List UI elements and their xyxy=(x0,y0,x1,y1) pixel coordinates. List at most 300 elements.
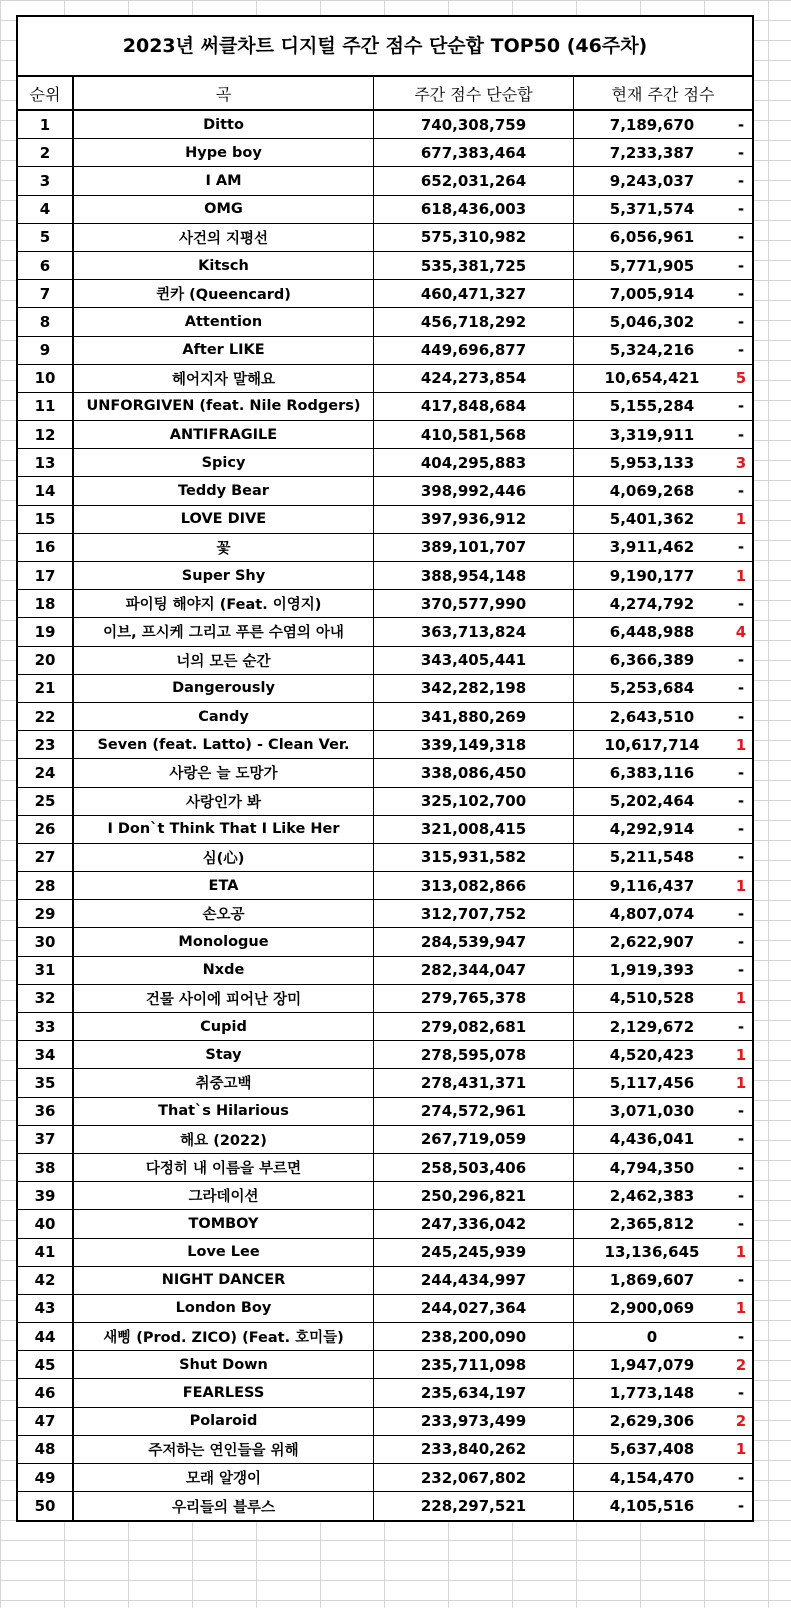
table-row xyxy=(18,1351,752,1379)
rank-change-cell: - xyxy=(737,594,745,613)
table-row xyxy=(18,1492,752,1520)
total-score-cell: 315,931,582 xyxy=(374,844,574,871)
rank-change-cell: 1 xyxy=(735,1299,747,1318)
song-cell: Stay xyxy=(74,1041,374,1068)
table-row xyxy=(18,1323,752,1351)
table-row xyxy=(18,449,752,477)
total-score-cell: 238,200,090 xyxy=(374,1323,574,1350)
current-score-cell: 4,069,268 xyxy=(609,482,695,501)
total-score-cell: 535,381,725 xyxy=(374,252,574,279)
table-row xyxy=(18,308,752,336)
table-row xyxy=(18,900,752,928)
rank-cell: 42 xyxy=(18,1267,74,1294)
total-score-cell: 250,296,821 xyxy=(374,1182,574,1209)
header-current: 현재 주간 점수 xyxy=(611,84,715,104)
total-score-cell: 245,245,939 xyxy=(374,1239,574,1266)
song-cell: 취중고백 xyxy=(74,1069,374,1096)
rank-change-cell: - xyxy=(737,1327,745,1346)
total-score-cell: 389,101,707 xyxy=(374,534,574,561)
total-score-cell: 278,431,371 xyxy=(374,1069,574,1096)
song-cell: UNFORGIVEN (feat. Nile Rodgers) xyxy=(74,393,374,420)
table-row xyxy=(18,421,752,449)
total-score-cell: 313,082,866 xyxy=(374,872,574,899)
total-score-cell: 339,149,318 xyxy=(374,731,574,758)
total-score-cell: 321,008,415 xyxy=(374,816,574,843)
current-score-cell: 9,190,177 xyxy=(609,566,695,585)
song-cell: Dangerously xyxy=(74,675,374,702)
rank-change-cell: 2 xyxy=(735,1412,747,1431)
rank-cell: 48 xyxy=(18,1436,74,1463)
total-score-cell: 460,471,327 xyxy=(374,280,574,307)
song-cell: I Don`t Think That I Like Her xyxy=(74,816,374,843)
rank-cell: 32 xyxy=(18,985,74,1012)
rank-cell: 28 xyxy=(18,872,74,899)
current-score-cell: 1,919,393 xyxy=(609,961,695,980)
song-cell: TOMBOY xyxy=(74,1210,374,1237)
rank-change-cell: - xyxy=(737,904,745,923)
header-total: 주간 점수 단순합 xyxy=(374,77,574,109)
song-cell: ANTIFRAGILE xyxy=(74,421,374,448)
rank-cell: 25 xyxy=(18,788,74,815)
total-score-cell: 338,086,450 xyxy=(374,759,574,786)
current-score-cell: 7,189,670 xyxy=(609,115,695,134)
current-score-cell: 5,953,133 xyxy=(609,453,695,472)
total-score-cell: 244,434,997 xyxy=(374,1267,574,1294)
rank-change-cell: 3 xyxy=(735,453,747,472)
rank-change-cell: - xyxy=(737,651,745,670)
table-row xyxy=(18,252,752,280)
rank-change-cell: - xyxy=(737,933,745,952)
rank-change-cell: - xyxy=(737,1271,745,1290)
table-row xyxy=(18,1408,752,1436)
rank-cell: 34 xyxy=(18,1041,74,1068)
table-row xyxy=(18,365,752,393)
current-score-cell: 4,794,350 xyxy=(609,1158,695,1177)
total-score-cell: 278,595,078 xyxy=(374,1041,574,1068)
rank-cell: 44 xyxy=(18,1323,74,1350)
total-score-cell: 618,436,003 xyxy=(374,196,574,223)
song-cell: Shut Down xyxy=(74,1351,374,1378)
rank-cell: 22 xyxy=(18,703,74,730)
current-score-cell: 3,911,462 xyxy=(609,538,695,557)
table-row xyxy=(18,393,752,421)
song-cell: 꽃 xyxy=(74,534,374,561)
current-score-cell: 6,056,961 xyxy=(609,228,695,247)
chart-table xyxy=(16,15,754,1522)
rank-change-cell: - xyxy=(737,171,745,190)
table-row xyxy=(18,1436,752,1464)
rank-cell: 17 xyxy=(18,562,74,589)
current-score-cell: 4,510,528 xyxy=(609,989,695,1008)
rank-cell: 18 xyxy=(18,590,74,617)
rank-cell: 14 xyxy=(18,477,74,504)
total-score-cell: 341,880,269 xyxy=(374,703,574,730)
rank-change-cell: 1 xyxy=(735,566,747,585)
rank-cell: 35 xyxy=(18,1069,74,1096)
current-score-cell: 10,617,714 xyxy=(604,735,700,754)
table-row xyxy=(18,477,752,505)
rank-cell: 13 xyxy=(18,449,74,476)
total-score-cell: 267,719,059 xyxy=(374,1126,574,1153)
current-score-cell: 5,324,216 xyxy=(609,341,695,360)
rank-cell: 38 xyxy=(18,1154,74,1181)
rank-cell: 41 xyxy=(18,1239,74,1266)
table-row xyxy=(18,280,752,308)
table-row xyxy=(18,337,752,365)
rank-cell: 31 xyxy=(18,957,74,984)
current-score-cell: 3,319,911 xyxy=(609,425,695,444)
song-cell: Love Lee xyxy=(74,1239,374,1266)
header-row xyxy=(18,77,752,111)
current-score-cell: 4,807,074 xyxy=(609,904,695,923)
total-score-cell: 228,297,521 xyxy=(374,1492,574,1520)
rank-cell: 30 xyxy=(18,928,74,955)
table-row xyxy=(18,618,752,646)
current-score-cell: 4,436,041 xyxy=(609,1130,695,1149)
table-title: 2023년 써클차트 디지털 주간 점수 단순합 TOP50 (46주차) xyxy=(18,17,752,77)
rank-cell: 21 xyxy=(18,675,74,702)
current-score-cell: 5,771,905 xyxy=(609,256,695,275)
total-score-cell: 397,936,912 xyxy=(374,506,574,533)
current-score-cell: 5,253,684 xyxy=(609,679,695,698)
current-score-cell: 4,154,470 xyxy=(609,1468,695,1487)
current-score-cell: 5,211,548 xyxy=(609,848,695,867)
table-row xyxy=(18,872,752,900)
rank-change-cell: - xyxy=(737,1497,745,1516)
rank-change-cell: - xyxy=(737,1384,745,1403)
current-score-cell: 5,046,302 xyxy=(609,312,695,331)
rank-change-cell: - xyxy=(737,256,745,275)
rank-cell: 1 xyxy=(18,111,74,138)
total-score-cell: 279,082,681 xyxy=(374,1013,574,1040)
rank-cell: 9 xyxy=(18,337,74,364)
song-cell: Polaroid xyxy=(74,1408,374,1435)
table-row xyxy=(18,1013,752,1041)
current-score-cell: 1,773,148 xyxy=(609,1384,695,1403)
rank-cell: 4 xyxy=(18,196,74,223)
song-cell: Teddy Bear xyxy=(74,477,374,504)
total-score-cell: 258,503,406 xyxy=(374,1154,574,1181)
song-cell: I AM xyxy=(74,167,374,194)
total-score-cell: 284,539,947 xyxy=(374,928,574,955)
song-cell: FEARLESS xyxy=(74,1379,374,1406)
current-score-cell: 2,629,306 xyxy=(609,1412,695,1431)
total-score-cell: 282,344,047 xyxy=(374,957,574,984)
rank-cell: 15 xyxy=(18,506,74,533)
table-row xyxy=(18,1098,752,1126)
song-cell: 우리들의 블루스 xyxy=(74,1492,374,1520)
song-cell: 사랑은 늘 도망가 xyxy=(74,759,374,786)
rank-change-cell: - xyxy=(737,200,745,219)
rank-change-cell: - xyxy=(737,425,745,444)
table-row xyxy=(18,844,752,872)
song-cell: 모래 알갱이 xyxy=(74,1464,374,1491)
rank-change-cell: 1 xyxy=(735,1440,747,1459)
song-cell: 헤어지자 말해요 xyxy=(74,365,374,392)
table-row xyxy=(18,196,752,224)
song-cell: That`s Hilarious xyxy=(74,1098,374,1125)
song-cell: Nxde xyxy=(74,957,374,984)
rank-change-cell: - xyxy=(737,792,745,811)
current-score-cell: 4,274,792 xyxy=(609,594,695,613)
song-cell: 너의 모든 순간 xyxy=(74,647,374,674)
total-score-cell: 233,840,262 xyxy=(374,1436,574,1463)
rank-cell: 24 xyxy=(18,759,74,786)
rank-cell: 10 xyxy=(18,365,74,392)
total-score-cell: 363,713,824 xyxy=(374,618,574,645)
rank-change-cell: 2 xyxy=(735,1355,747,1374)
table-row xyxy=(18,759,752,787)
rank-change-cell: 1 xyxy=(735,1243,747,1262)
song-cell: OMG xyxy=(74,196,374,223)
current-score-cell: 3,071,030 xyxy=(609,1102,695,1121)
rank-cell: 27 xyxy=(18,844,74,871)
rank-change-cell: - xyxy=(737,1468,745,1487)
rank-cell: 36 xyxy=(18,1098,74,1125)
total-score-cell: 398,992,446 xyxy=(374,477,574,504)
rank-cell: 39 xyxy=(18,1182,74,1209)
rank-cell: 33 xyxy=(18,1013,74,1040)
song-cell: 그라데이션 xyxy=(74,1182,374,1209)
table-row xyxy=(18,1041,752,1069)
total-score-cell: 312,707,752 xyxy=(374,900,574,927)
rank-cell: 47 xyxy=(18,1408,74,1435)
rank-change-cell: - xyxy=(737,848,745,867)
current-score-cell: 4,520,423 xyxy=(609,1045,695,1064)
song-cell: Monologue xyxy=(74,928,374,955)
rank-cell: 20 xyxy=(18,647,74,674)
song-cell: London Boy xyxy=(74,1295,374,1322)
table-row xyxy=(18,1154,752,1182)
table-row xyxy=(18,703,752,731)
song-cell: Candy xyxy=(74,703,374,730)
current-score-cell: 1,947,079 xyxy=(609,1355,695,1374)
table-row xyxy=(18,1210,752,1238)
table-row xyxy=(18,1126,752,1154)
total-score-cell: 232,067,802 xyxy=(374,1464,574,1491)
header-rank: 순위 xyxy=(18,77,74,109)
total-score-cell: 740,308,759 xyxy=(374,111,574,138)
total-score-cell: 325,102,700 xyxy=(374,788,574,815)
table-row xyxy=(18,1379,752,1407)
rank-change-cell: - xyxy=(737,679,745,698)
song-cell: 파이팅 해야지 (Feat. 이영지) xyxy=(74,590,374,617)
table-row xyxy=(18,111,752,139)
rank-change-cell: 1 xyxy=(735,876,747,895)
rank-change-cell: 1 xyxy=(735,1045,747,1064)
rank-cell: 23 xyxy=(18,731,74,758)
rank-cell: 43 xyxy=(18,1295,74,1322)
total-score-cell: 652,031,264 xyxy=(374,167,574,194)
rank-change-cell: - xyxy=(737,228,745,247)
song-cell: After LIKE xyxy=(74,337,374,364)
total-score-cell: 404,295,883 xyxy=(374,449,574,476)
table-row xyxy=(18,1239,752,1267)
total-score-cell: 274,572,961 xyxy=(374,1098,574,1125)
table-row xyxy=(18,957,752,985)
total-score-cell: 342,282,198 xyxy=(374,675,574,702)
current-score-cell: 2,643,510 xyxy=(609,707,695,726)
rank-change-cell: - xyxy=(737,1017,745,1036)
current-score-cell: 5,117,456 xyxy=(609,1073,695,1092)
song-cell: 심(心) xyxy=(74,844,374,871)
rank-cell: 37 xyxy=(18,1126,74,1153)
total-score-cell: 424,273,854 xyxy=(374,365,574,392)
current-score-cell: 6,366,389 xyxy=(609,651,695,670)
song-cell: Cupid xyxy=(74,1013,374,1040)
song-cell: LOVE DIVE xyxy=(74,506,374,533)
table-row xyxy=(18,788,752,816)
song-cell: Spicy xyxy=(74,449,374,476)
song-cell: 이브, 프시케 그리고 푸른 수염의 아내 xyxy=(74,618,374,645)
current-score-cell: 5,637,408 xyxy=(609,1440,695,1459)
table-row xyxy=(18,647,752,675)
current-score-cell: 5,155,284 xyxy=(609,397,695,416)
rank-cell: 29 xyxy=(18,900,74,927)
song-cell: 주저하는 연인들을 위해 xyxy=(74,1436,374,1463)
current-score-cell: 5,202,464 xyxy=(609,792,695,811)
song-cell: Super Shy xyxy=(74,562,374,589)
total-score-cell: 370,577,990 xyxy=(374,590,574,617)
table-row xyxy=(18,506,752,534)
table-row xyxy=(18,1464,752,1492)
rank-change-cell: - xyxy=(737,1186,745,1205)
total-score-cell: 235,711,098 xyxy=(374,1351,574,1378)
table-body xyxy=(18,111,752,1520)
current-score-cell: 5,371,574 xyxy=(609,200,695,219)
table-row xyxy=(18,1267,752,1295)
current-score-cell: 7,005,914 xyxy=(609,284,695,303)
total-score-cell: 410,581,568 xyxy=(374,421,574,448)
rank-change-cell: - xyxy=(737,397,745,416)
rank-cell: 8 xyxy=(18,308,74,335)
rank-cell: 6 xyxy=(18,252,74,279)
song-cell: 사건의 지평선 xyxy=(74,224,374,251)
rank-cell: 5 xyxy=(18,224,74,251)
song-cell: 새삥 (Prod. ZICO) (Feat. 호미들) xyxy=(74,1323,374,1350)
rank-change-cell: 1 xyxy=(735,1073,747,1092)
table-row xyxy=(18,167,752,195)
current-score-cell: 2,462,383 xyxy=(609,1186,695,1205)
rank-cell: 45 xyxy=(18,1351,74,1378)
current-score-cell: 7,233,387 xyxy=(609,143,695,162)
song-cell: Kitsch xyxy=(74,252,374,279)
song-cell: NIGHT DANCER xyxy=(74,1267,374,1294)
current-score-cell: 10,654,421 xyxy=(604,369,700,388)
total-score-cell: 233,973,499 xyxy=(374,1408,574,1435)
current-score-cell: 2,365,812 xyxy=(609,1214,695,1233)
current-score-cell: 9,116,437 xyxy=(609,876,695,895)
rank-change-cell: 1 xyxy=(735,510,747,529)
song-cell: 퀸카 (Queencard) xyxy=(74,280,374,307)
rank-change-cell: - xyxy=(737,1102,745,1121)
current-score-cell: 2,129,672 xyxy=(609,1017,695,1036)
total-score-cell: 417,848,684 xyxy=(374,393,574,420)
song-cell: 건물 사이에 피어난 장미 xyxy=(74,985,374,1012)
rank-cell: 19 xyxy=(18,618,74,645)
rank-change-cell: - xyxy=(737,820,745,839)
total-score-cell: 279,765,378 xyxy=(374,985,574,1012)
song-cell: Hype boy xyxy=(74,139,374,166)
rank-change-cell: 1 xyxy=(735,735,747,754)
song-cell: 사랑인가 봐 xyxy=(74,788,374,815)
table-row xyxy=(18,562,752,590)
total-score-cell: 388,954,148 xyxy=(374,562,574,589)
rank-change-cell: - xyxy=(737,341,745,360)
rank-cell: 11 xyxy=(18,393,74,420)
rank-change-cell: - xyxy=(737,115,745,134)
current-score-cell: 6,448,988 xyxy=(609,622,695,641)
total-score-cell: 575,310,982 xyxy=(374,224,574,251)
rank-change-cell: 1 xyxy=(735,989,747,1008)
total-score-cell: 235,634,197 xyxy=(374,1379,574,1406)
rank-cell: 26 xyxy=(18,816,74,843)
total-score-cell: 677,383,464 xyxy=(374,139,574,166)
current-score-cell: 4,105,516 xyxy=(609,1497,695,1516)
rank-change-cell: - xyxy=(737,482,745,501)
current-score-cell: 6,383,116 xyxy=(609,763,695,782)
current-score-cell: 1,869,607 xyxy=(609,1271,695,1290)
total-score-cell: 456,718,292 xyxy=(374,308,574,335)
current-score-cell: 0 xyxy=(646,1327,658,1346)
song-cell: 해요 (2022) xyxy=(74,1126,374,1153)
table-row xyxy=(18,816,752,844)
table-row xyxy=(18,928,752,956)
table-row xyxy=(18,1182,752,1210)
table-row xyxy=(18,224,752,252)
song-cell: Attention xyxy=(74,308,374,335)
table-row xyxy=(18,590,752,618)
rank-cell: 2 xyxy=(18,139,74,166)
rank-change-cell: - xyxy=(737,1130,745,1149)
rank-cell: 12 xyxy=(18,421,74,448)
rank-change-cell: - xyxy=(737,312,745,331)
table-row xyxy=(18,675,752,703)
table-row xyxy=(18,1069,752,1097)
table-row xyxy=(18,985,752,1013)
song-cell: 다정히 내 이름을 부르면 xyxy=(74,1154,374,1181)
header-song: 곡 xyxy=(74,77,374,109)
total-score-cell: 343,405,441 xyxy=(374,647,574,674)
table-row xyxy=(18,139,752,167)
total-score-cell: 449,696,877 xyxy=(374,337,574,364)
rank-change-cell: - xyxy=(737,143,745,162)
rank-change-cell: - xyxy=(737,961,745,980)
song-cell: 손오공 xyxy=(74,900,374,927)
total-score-cell: 244,027,364 xyxy=(374,1295,574,1322)
rank-change-cell: - xyxy=(737,1214,745,1233)
current-score-cell: 9,243,037 xyxy=(609,171,695,190)
rank-change-cell: 4 xyxy=(735,622,747,641)
song-cell: Ditto xyxy=(74,111,374,138)
table-row xyxy=(18,731,752,759)
table-row xyxy=(18,534,752,562)
song-cell: ETA xyxy=(74,872,374,899)
rank-cell: 46 xyxy=(18,1379,74,1406)
total-score-cell: 247,336,042 xyxy=(374,1210,574,1237)
rank-change-cell: 5 xyxy=(735,369,747,388)
rank-cell: 7 xyxy=(18,280,74,307)
rank-cell: 3 xyxy=(18,167,74,194)
rank-cell: 16 xyxy=(18,534,74,561)
rank-change-cell: - xyxy=(737,284,745,303)
rank-cell: 49 xyxy=(18,1464,74,1491)
rank-change-cell: - xyxy=(737,538,745,557)
rank-change-cell: - xyxy=(737,707,745,726)
rank-cell: 40 xyxy=(18,1210,74,1237)
current-score-cell: 2,622,907 xyxy=(609,933,695,952)
rank-change-cell: - xyxy=(737,1158,745,1177)
